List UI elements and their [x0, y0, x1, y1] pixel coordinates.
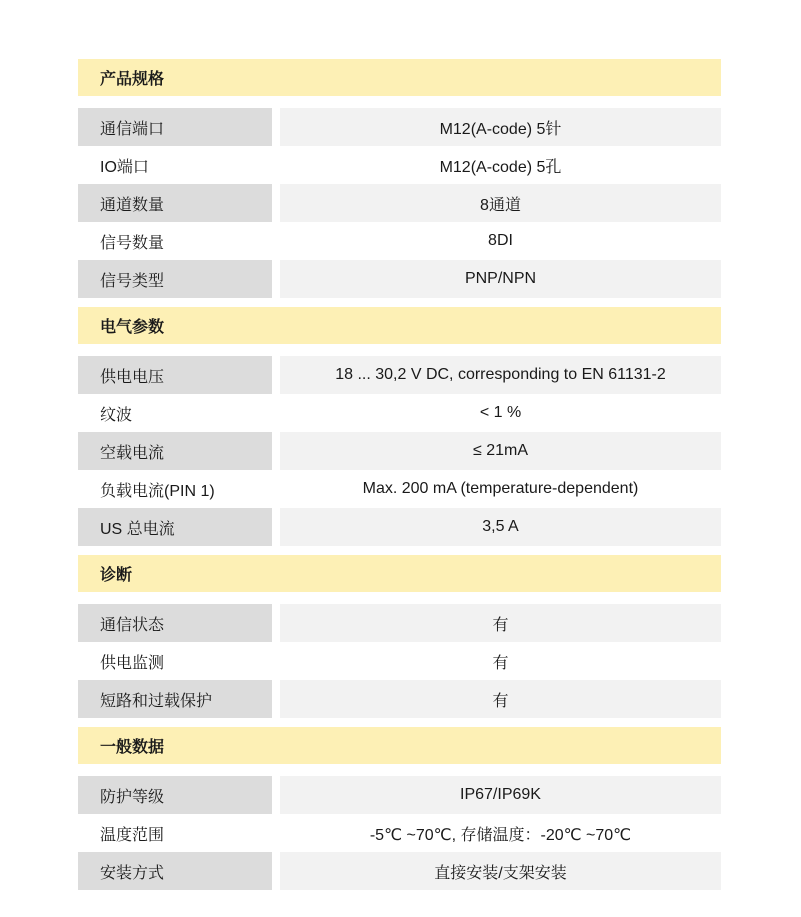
row-label: 纹波 — [100, 406, 133, 424]
table-row — [78, 680, 721, 718]
row-value: < 1 % — [479, 404, 522, 421]
section-header: 诊断 — [78, 555, 721, 592]
table-row — [78, 642, 721, 680]
section-header: 产品规格 — [78, 59, 721, 96]
section-header: 电气参数 — [78, 307, 721, 344]
row-value: 18 ... 30,2 V DC, corresponding to EN 61131-2 — [280, 356, 721, 394]
table-row — [78, 222, 721, 260]
section-header: 一般数据 — [78, 727, 721, 764]
row-value: ≤ 21mA — [280, 432, 721, 470]
row-label: 安装方式 — [78, 852, 272, 890]
spec-table — [78, 59, 721, 890]
table-row — [78, 508, 721, 546]
row-value: M12(A-code) 5孔 — [439, 158, 562, 176]
table-row — [78, 184, 721, 222]
row-label: 负载电流(PIN 1) — [100, 482, 215, 500]
row-value: 8通道 — [280, 184, 721, 222]
row-value: IP67/IP69K — [280, 776, 721, 814]
table-row — [78, 852, 721, 890]
row-value: 8DI — [488, 232, 513, 249]
row-value: 直接安装/支架安装 — [280, 852, 721, 890]
row-label: 供电电压 — [78, 356, 272, 394]
row-label: 信号数量 — [100, 234, 165, 252]
table-row — [78, 394, 721, 432]
section-general — [78, 727, 721, 890]
table-row — [78, 776, 721, 814]
row-label: 防护等级 — [78, 776, 272, 814]
table-row — [78, 432, 721, 470]
row-label: 信号类型 — [78, 260, 272, 298]
table-row — [78, 356, 721, 394]
row-label: 通信状态 — [78, 604, 272, 642]
row-value: 有 — [280, 604, 721, 642]
row-value: 有 — [280, 680, 721, 718]
section-diagnostics — [78, 555, 721, 718]
table-row — [78, 470, 721, 508]
row-label: 通道数量 — [78, 184, 272, 222]
table-row — [78, 814, 721, 852]
table-row — [78, 146, 721, 184]
row-label: IO端口 — [100, 158, 149, 176]
row-value: -5℃ ~70℃, 存储温度：-20℃ ~70℃ — [369, 826, 632, 844]
row-label: 温度范围 — [100, 826, 165, 844]
section-electrical — [78, 307, 721, 546]
table-row — [78, 108, 721, 146]
row-label: 供电监测 — [100, 654, 165, 672]
section-product-spec — [78, 59, 721, 298]
table-row — [78, 604, 721, 642]
row-value: 3,5 A — [280, 508, 721, 546]
table-row — [78, 260, 721, 298]
row-value: M12(A-code) 5针 — [280, 108, 721, 146]
row-value: 有 — [492, 654, 509, 672]
row-label: US 总电流 — [78, 508, 272, 546]
row-label: 短路和过载保护 — [78, 680, 272, 718]
row-value: Max. 200 mA (temperature-dependent) — [362, 480, 639, 497]
row-value: PNP/NPN — [280, 260, 721, 298]
row-label: 通信端口 — [78, 108, 272, 146]
row-label: 空载电流 — [78, 432, 272, 470]
